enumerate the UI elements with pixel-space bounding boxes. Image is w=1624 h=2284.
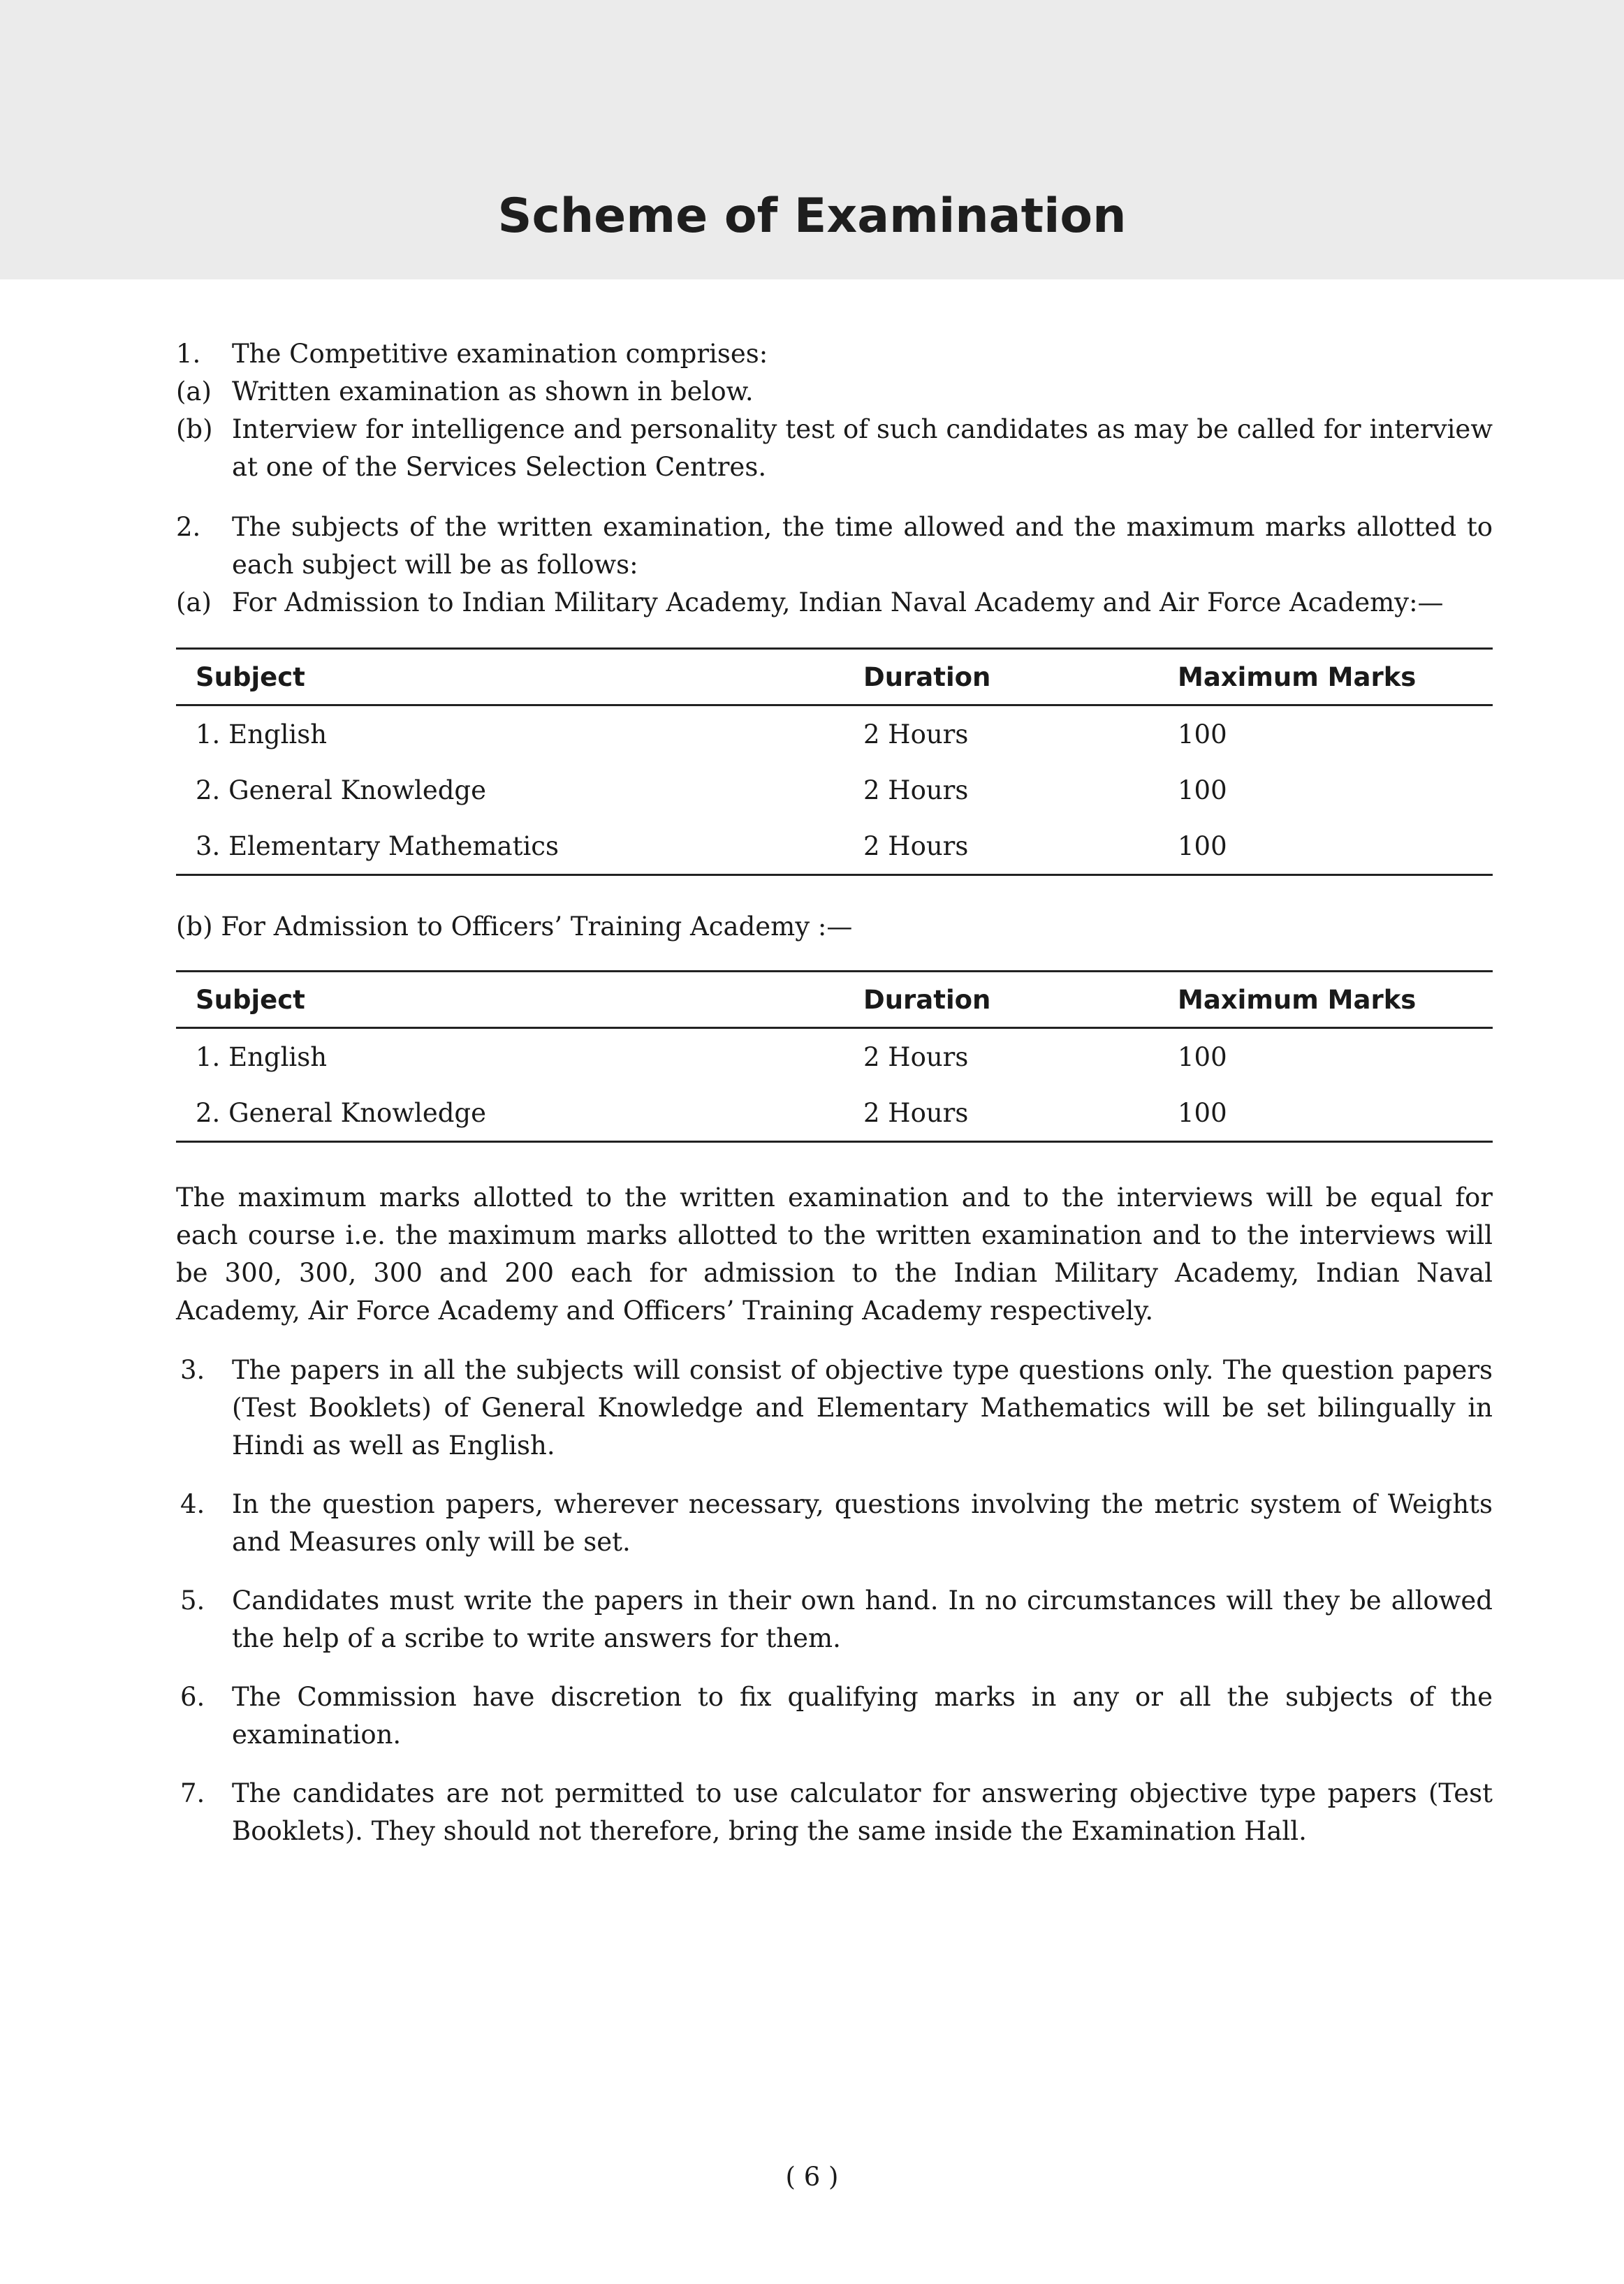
list-text: Written examination as shown in below. (232, 376, 754, 407)
table-b-container (176, 970, 1493, 1143)
list-text: The subjects of the written examination, the time allowed and the maximum marks allotted to each subject will be as follows: (232, 512, 1493, 580)
subhead-b-container (176, 908, 1493, 946)
header-subject: Subject (176, 972, 863, 1028)
numbered-list (176, 1352, 1493, 1871)
list-text: Interview for intelligence and personality test of such candidates as may be called for interview at one of the Services Selection Centres. (232, 414, 1493, 482)
list-number: 4. (180, 1489, 205, 1519)
table-a-container (176, 647, 1493, 876)
table-row (176, 762, 1493, 818)
list-number: 3. (180, 1355, 205, 1385)
marks-paragraph-container (176, 1179, 1493, 1330)
cell-subject: 2. General Knowledge (196, 775, 486, 805)
subhead-b: (b) For Admission to Officers’ Training Academy :— (176, 912, 853, 942)
header-subject: Subject (176, 649, 863, 705)
list-marker: (a) (176, 587, 212, 617)
header-duration: Duration (863, 972, 1178, 1028)
page-title: Scheme of Examination (497, 189, 1127, 244)
list-item (176, 1678, 1493, 1754)
cell-subject: 3. Elementary Mathematics (176, 818, 863, 875)
list-text: The candidates are not permitted to use calculator for answering objective type papers (Test Booklets). They should not therefore, bring the same inside the Examination Hall. (232, 1778, 1493, 1846)
cell-duration: 2 Hours (863, 1041, 969, 1072)
list-item (176, 584, 1493, 622)
header-duration: Duration (863, 649, 1178, 705)
list-item (176, 1775, 1493, 1850)
marks-paragraph: The maximum marks allotted to the written examination and to the interviews will be equal for each course i.e. the maximum marks allotted to the written examination and to the interviews will be 300, 300, 300 and 200 each for admission to the Indian Military Academy, Indian Naval Academy, Air Force Academy and Officers’ Training Academy respectively. (176, 1183, 1493, 1326)
cell-duration: 2 Hours (863, 1085, 1178, 1142)
list-text: Candidates must write the papers in their own hand. In no circumstances will they be allowed the help of a scribe to write answers for them. (232, 1586, 1493, 1653)
intro-list (176, 335, 1493, 486)
list-marker: 2. (176, 512, 201, 542)
cell-duration: 2 Hours (863, 719, 969, 749)
table-row (176, 705, 1493, 763)
list-text: The Commission have discretion to fix qualifying marks in any or all the subjects of the examination. (232, 1682, 1493, 1750)
cell-marks: 100 (1178, 1085, 1493, 1142)
list-number: 7. (180, 1778, 205, 1808)
list-item (176, 1582, 1493, 1657)
list-text: For Admission to Indian Military Academy, Indian Naval Academy and Air Force Academy:— (232, 587, 1444, 617)
section-2 (176, 508, 1493, 622)
cell-marks: 100 (1178, 719, 1227, 749)
cell-marks: 100 (1178, 818, 1493, 875)
list-text: The Competitive examination comprises: (232, 339, 768, 369)
list-item (176, 335, 1493, 373)
list-marker: (b) (176, 414, 213, 444)
table-header-row (176, 649, 1493, 705)
marks-table-a (176, 647, 1493, 876)
cell-duration: 2 Hours (863, 818, 1178, 875)
header-max-marks: Maximum Marks (1178, 972, 1493, 1028)
list-number: 6. (180, 1682, 205, 1712)
list-item (176, 1486, 1493, 1561)
cell-subject: 1. English (196, 1041, 328, 1072)
header-max-marks: Maximum Marks (1178, 649, 1493, 705)
cell-subject: 1. English (196, 719, 328, 749)
table-row (176, 1028, 1493, 1085)
table-row (176, 818, 1493, 875)
list-marker: (a) (176, 376, 212, 407)
cell-duration: 2 Hours (863, 775, 969, 805)
table-header-row (176, 972, 1493, 1028)
marks-table-b (176, 970, 1493, 1143)
cell-subject: 2. General Knowledge (176, 1085, 863, 1142)
list-item (176, 411, 1493, 486)
list-marker: 1. (176, 339, 201, 369)
page-number: ( 6 ) (785, 2162, 839, 2192)
list-number: 5. (180, 1586, 205, 1616)
list-text: The papers in all the subjects will consist of objective type questions only. The question papers (Test Booklets) of General Knowledge and Elementary Mathematics will be set bilingually in Hindi as well as English. (232, 1355, 1493, 1461)
cell-marks: 100 (1178, 1041, 1227, 1072)
cell-marks: 100 (1178, 775, 1227, 805)
list-text: In the question papers, wherever necessary, questions involving the metric system of Weights and Measures only will be set. (232, 1489, 1493, 1557)
list-item (176, 373, 1493, 411)
list-item (176, 1352, 1493, 1465)
table-row (176, 1085, 1493, 1142)
list-item (176, 508, 1493, 584)
